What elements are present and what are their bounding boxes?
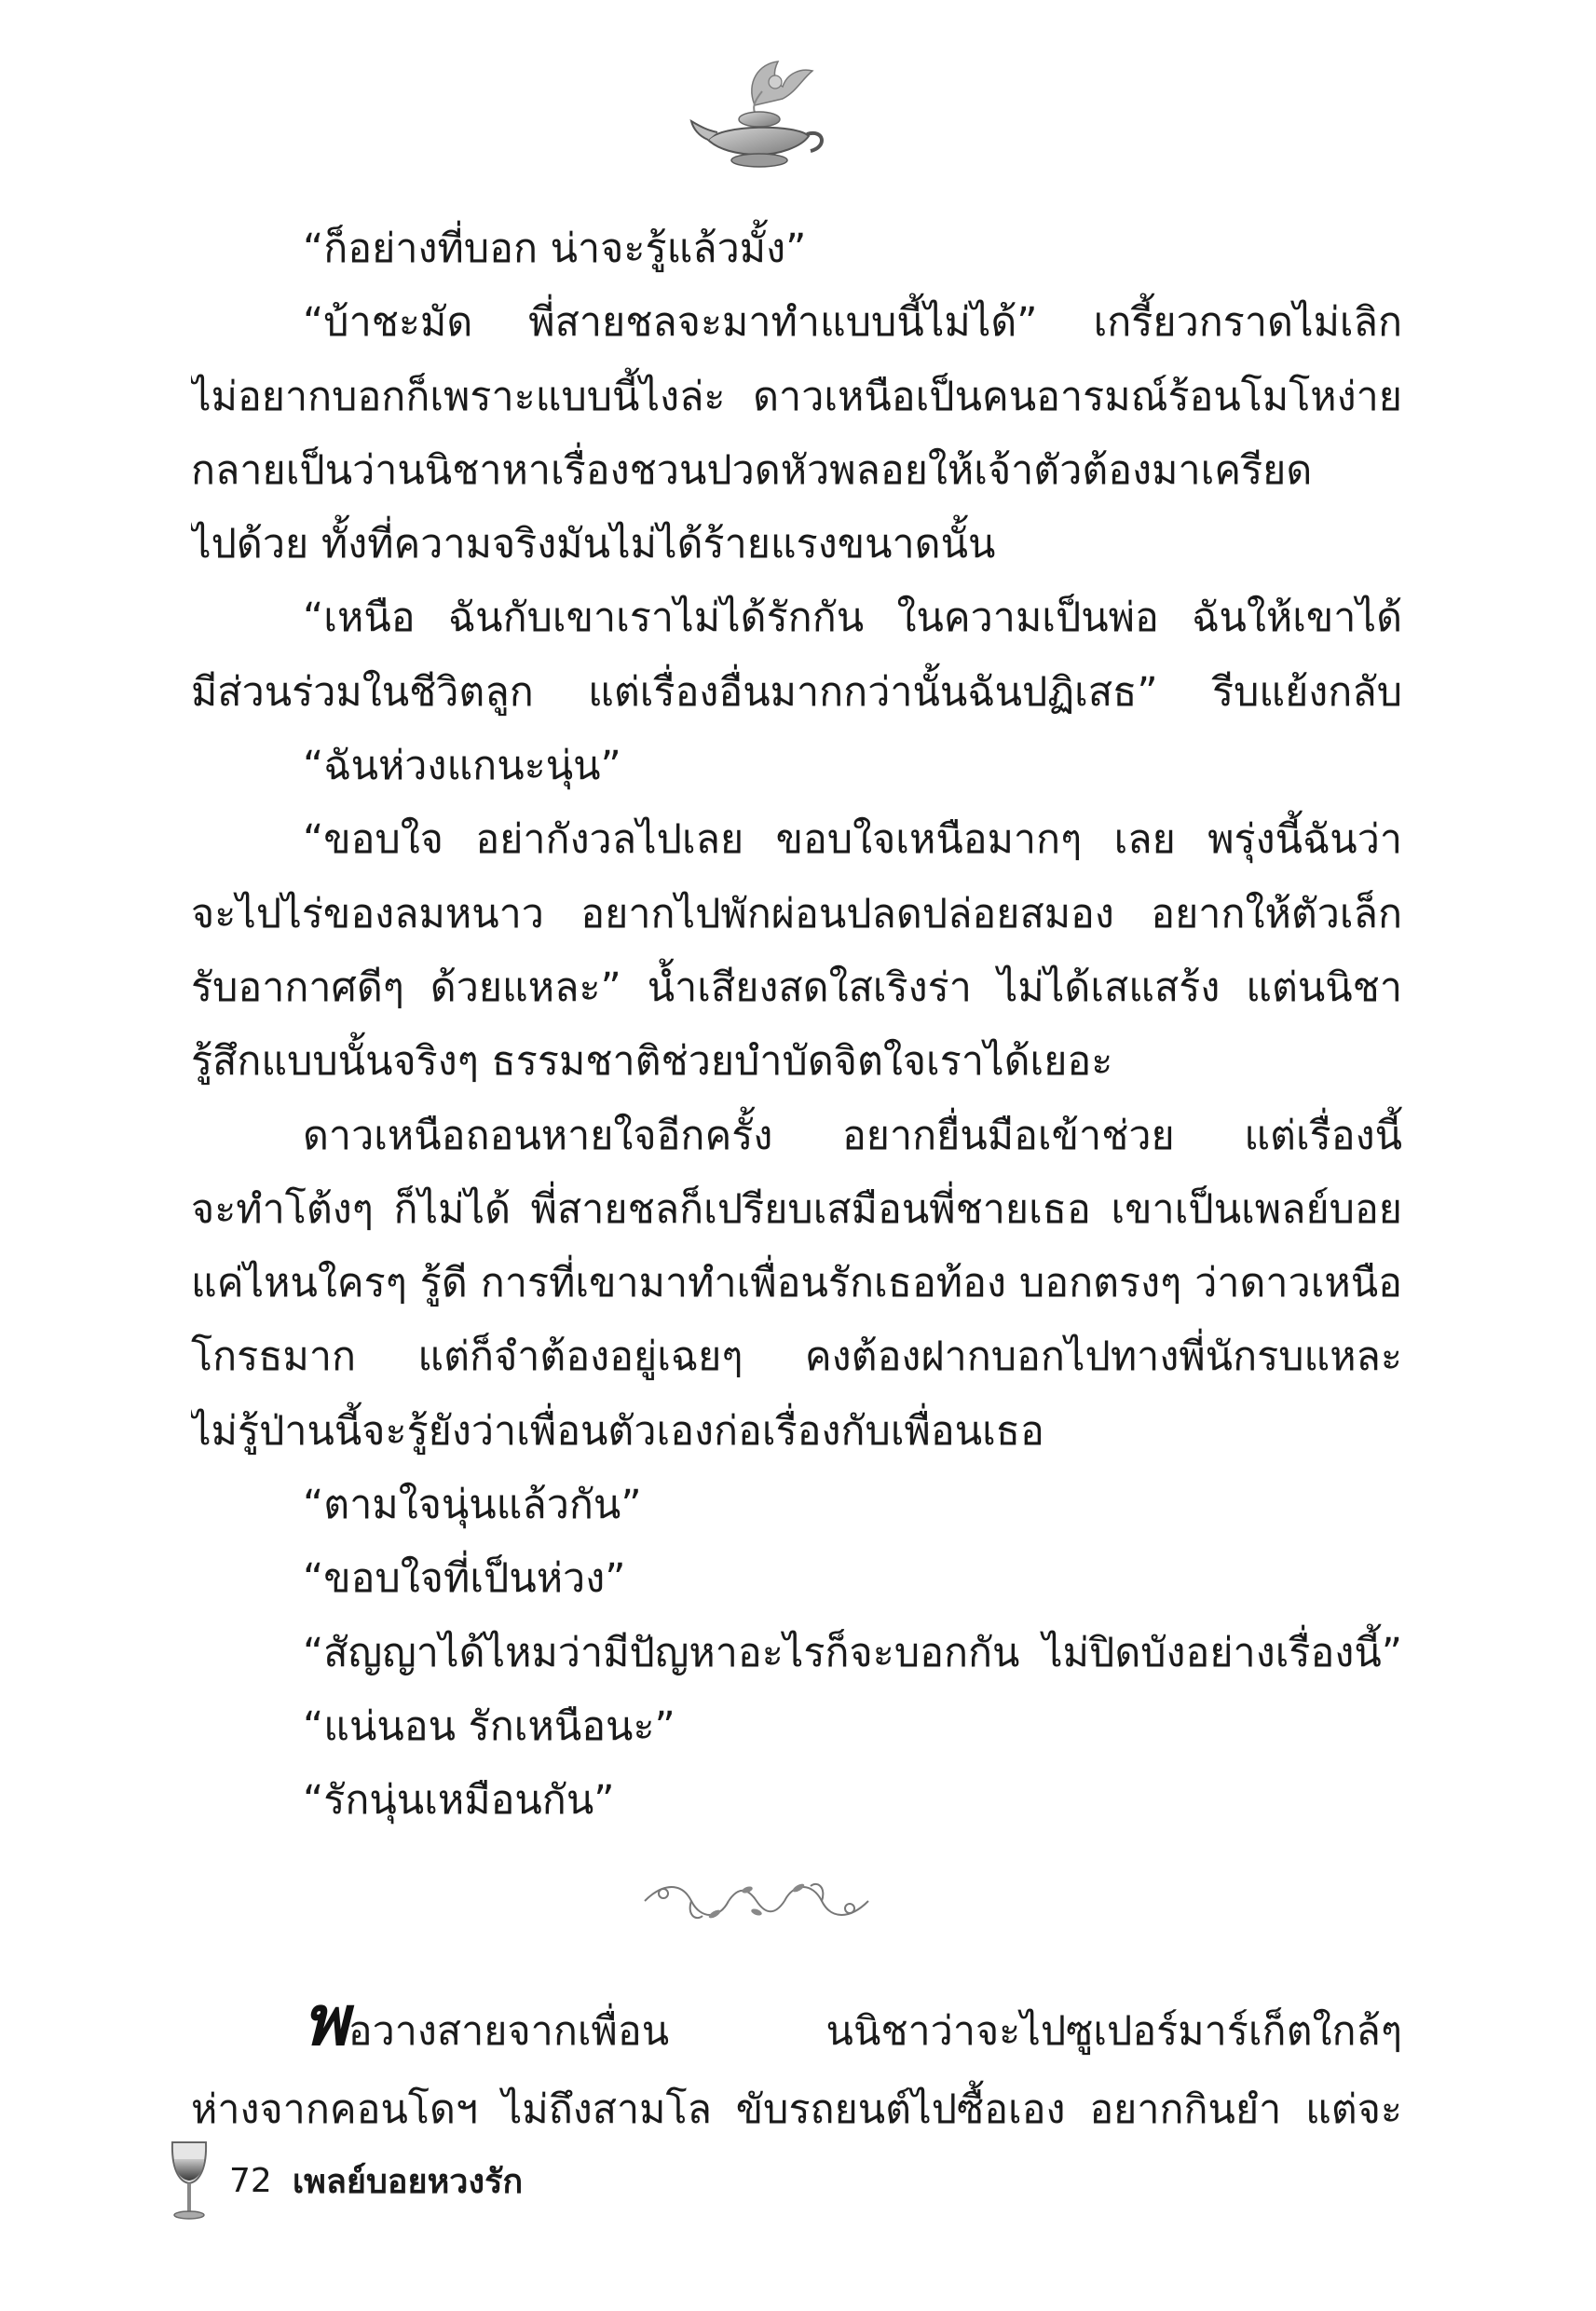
- wine-glass-icon: [168, 2139, 211, 2222]
- text-line: “ขอบใจที่เป็นห่วง”: [303, 1555, 626, 1603]
- text-line: ไม่อยากบอกก็เพราะแบบนี้ไงล่ะ ดาวเหนือเป็นคนอารมณ์ร้อนโมโหง่าย: [191, 373, 1402, 420]
- text-line: ไม่รู้ป่านนี้จะรู้ยังว่าเพื่อนตัวเองก่อเรื่องกับเพื่อนเธอ: [191, 1407, 1044, 1455]
- section-two: [191, 1985, 1402, 2147]
- text-line: “เหนือ ฉันกับเขาเราไม่ได้รักกัน ในความเป็นพ่อ ฉันให้เขาได้: [303, 595, 1402, 642]
- page-footer: [168, 2139, 523, 2222]
- book-title: เพลย์บอยหวงรัก: [292, 2162, 524, 2201]
- section-two-first-line-text: อวางสายจากเพื่อน นนิชาว่าจะไปซูเปอร์มาร์เก็ตใกล้ๆ: [348, 2008, 1402, 2055]
- text-line: รู้สึกแบบนั้นจริงๆ ธรรมชาติช่วยบำบัดจิตใจเราได้เยอะ: [191, 1038, 1113, 1086]
- text-line: โกรธมาก แต่ก็จำต้องอยู่เฉยๆ คงต้องฝากบอกไปทางพี่นักรบแหละ: [191, 1333, 1402, 1381]
- text-line: รับอากาศดีๆ ด้วยแหละ” น้ำเสียงสดใสเริงร่า ไม่ได้เสแสร้ง แต่นนิชา: [191, 964, 1402, 1011]
- drop-cap: พ: [303, 1985, 348, 2061]
- text-line: “แน่นอน รักเหนือนะ”: [303, 1702, 675, 1750]
- section-two-second-line: ห่างจากคอนโดฯ ไม่ถึงสามโล ขับรถยนต์ไปซื้อเอง อยากกินยำ แต่จะ: [191, 2086, 1402, 2133]
- page-number: 72: [229, 2161, 272, 2200]
- text-line: ดาวเหนือถอนหายใจอีกครั้ง อยากยื่นมือเข้าช่วย แต่เรื่องนี้: [303, 1112, 1402, 1159]
- section-two-first-line: [191, 1985, 1402, 2073]
- text-line: “ฉันห่วงแกนะนุ่น”: [303, 743, 621, 790]
- text-line: แค่ไหนใครๆ รู้ดี การที่เขามาทำเพื่อนรักเธอท้อง บอกตรงๆ ว่าดาวเหนือ: [191, 1260, 1402, 1307]
- text-line: “บ้าชะมัด พี่สายชลจะมาทำแบบนี้ไม่ได้” เกรี้ยวกราดไม่เลิก: [303, 299, 1402, 347]
- text-line: “ขอบใจ อย่ากังวลไปเลย ขอบใจเหนือมากๆ เลย พรุ่งนี้ฉันว่า: [303, 816, 1402, 864]
- text-line: ไปด้วย ทั้งที่ความจริงมันไม่ได้ร้ายแรงขนาดนั้น: [191, 521, 996, 568]
- text-line: “สัญญาได้ไหมว่ามีปัญหาอะไรก็จะบอกกัน ไม่ปิดบังอย่างเรื่องนี้”: [303, 1629, 1402, 1676]
- text-line: จะทำโต้งๆ ก็ไม่ได้ พี่สายชลก็เปรียบเสมือนพี่ชายเธอ เขาเป็นเพลย์บอย: [191, 1185, 1402, 1233]
- body-text: [191, 212, 1402, 1839]
- text-line: มีส่วนร่วมในชีวิตลูก แต่เรื่องอื่นมากกว่านั้นฉันปฏิเสธ” รีบแย้งกลับ: [191, 668, 1402, 716]
- genie-lamp-icon: [689, 54, 829, 175]
- text-line: จะไปไร่ของลมหนาว อยากไปพักผ่อนปลดปล่อยสมอง อยากให้ตัวเล็ก: [191, 890, 1402, 937]
- floral-divider-icon: [635, 1873, 878, 1929]
- text-line: “ก็อย่างที่บอก น่าจะรู้แล้วมั้ง”: [303, 226, 807, 272]
- text-line: “รักนุ่นเหมือนกัน”: [303, 1777, 615, 1825]
- text-line: กลายเป็นว่านนิชาหาเรื่องชวนปวดหัวพลอยให้เจ้าตัวต้องมาเครียด: [191, 446, 1313, 494]
- text-line: “ตามใจนุ่นแล้วกัน”: [303, 1482, 642, 1529]
